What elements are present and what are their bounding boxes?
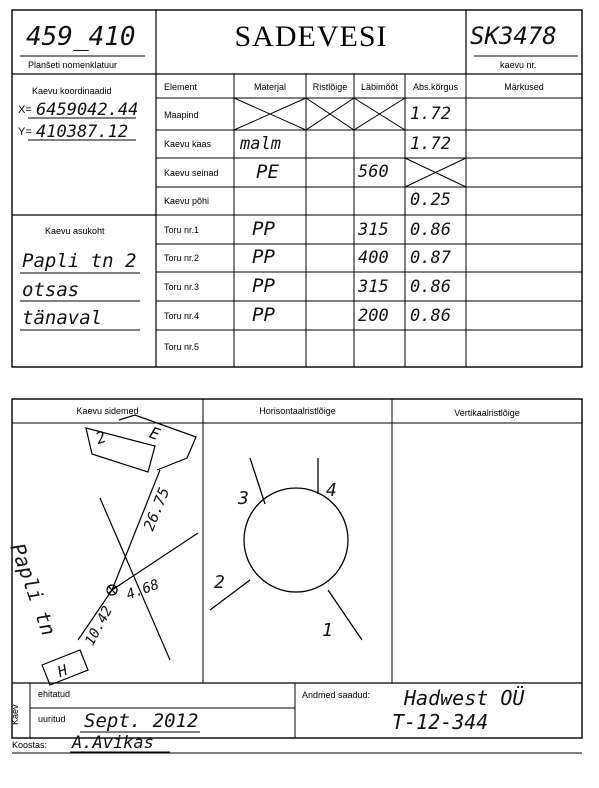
col-header-diameter: Läbimõõt (360, 82, 399, 92)
row-diameter: 560 (358, 162, 389, 182)
row-element: Kaevu põhi (164, 196, 210, 206)
row-material: PP (252, 246, 275, 268)
data-source-company: Hadwest OÜ (404, 686, 525, 710)
pipe-label-3: 3 (238, 488, 249, 509)
row-elevation: 0.86 (410, 220, 451, 240)
location-line-1: Papli tn 2 (22, 250, 137, 272)
location-line-2: otsas (22, 279, 80, 301)
distance-mid: 4.68 (124, 576, 162, 604)
coord-x-prefix: X= (18, 104, 32, 116)
location-label: Kaevu asukoht (45, 226, 105, 236)
well-number-value: SK3478 (470, 22, 557, 50)
col-header-material: Materjal (253, 82, 286, 92)
row-element: Kaevu kaas (164, 139, 212, 149)
row-material: PE (256, 161, 279, 183)
row-elevation: 0.86 (410, 277, 451, 297)
built-label: ehitatud (38, 689, 71, 699)
nomenclature-value: 459_410 (26, 22, 136, 52)
col-header-cross-section: Ristlõige (312, 82, 348, 92)
well-side-label: Kaev (10, 704, 20, 725)
row-diameter: 200 (358, 306, 389, 326)
data-source-label: Andmed saadud: (302, 690, 371, 700)
row-element: Toru nr.5 (164, 342, 200, 352)
row-element: Toru nr.2 (164, 253, 200, 263)
row-material: malm (240, 134, 281, 154)
row-element: Kaevu seinad (164, 168, 219, 178)
building-label-e: E (147, 422, 163, 445)
well-number-label: kaevu nr. (500, 60, 537, 70)
building-label-h: H (55, 660, 70, 682)
sketch-header-connections: Kaevu sidemed (76, 406, 139, 416)
row-elevation: 1.72 (410, 104, 451, 124)
nomenclature-label: Planšeti nomenklatuur (28, 60, 118, 70)
page-title: SADEVESI (234, 20, 388, 53)
row-elevation: 0.86 (410, 306, 451, 326)
row-material: PP (252, 275, 275, 297)
row-elevation: 1.72 (410, 134, 451, 154)
row-element: Toru nr.3 (164, 282, 200, 292)
horizontal-section-drawing (210, 458, 362, 640)
row-elevation: 0.87 (410, 248, 451, 268)
coords-label: Kaevu koordinaadid (32, 86, 112, 96)
building-label-2: 2 (93, 426, 109, 449)
row-element: Maapind (164, 110, 199, 120)
pipe-label-2: 2 (214, 572, 225, 593)
data-source-reference: T-12-344 (392, 710, 489, 734)
row-element: Toru nr.1 (164, 225, 200, 235)
coord-y-prefix: Y= (18, 126, 32, 138)
row-diameter: 315 (358, 277, 389, 297)
distance-upper: 26.75 (139, 484, 174, 534)
distance-lower: 10.42 (82, 603, 117, 649)
pipe-label-1: 1 (322, 620, 333, 641)
compiled-by: A.Avikas (72, 733, 154, 753)
coord-y-value: 410387.12 (36, 122, 129, 142)
row-material: PP (252, 218, 275, 240)
surveyed-label: uuritud (38, 714, 66, 724)
site-plan-drawing (42, 415, 198, 685)
col-header-elevation: Abs.kõrgus (412, 82, 459, 92)
row-diameter: 315 (358, 220, 389, 240)
row-elevation: 0.25 (410, 190, 451, 210)
street-label: Papli tn (5, 540, 61, 639)
col-header-element: Element (164, 82, 198, 92)
row-material: PP (252, 304, 275, 326)
coord-x-value: 6459042.44 (36, 100, 139, 120)
pipe-label-4: 4 (326, 480, 337, 501)
sketch-header-vertical: Vertikaalristlõige (454, 408, 520, 418)
compiled-label: Koostas: (12, 740, 48, 750)
location-line-3: tänaval (22, 307, 103, 329)
sketch-header-horizontal: Horisontaalristlõige (259, 406, 336, 416)
row-element: Toru nr.4 (164, 311, 200, 321)
col-header-notes: Märkused (504, 82, 544, 92)
surveyed-date: Sept. 2012 (84, 710, 199, 732)
row-diameter: 400 (358, 248, 389, 268)
